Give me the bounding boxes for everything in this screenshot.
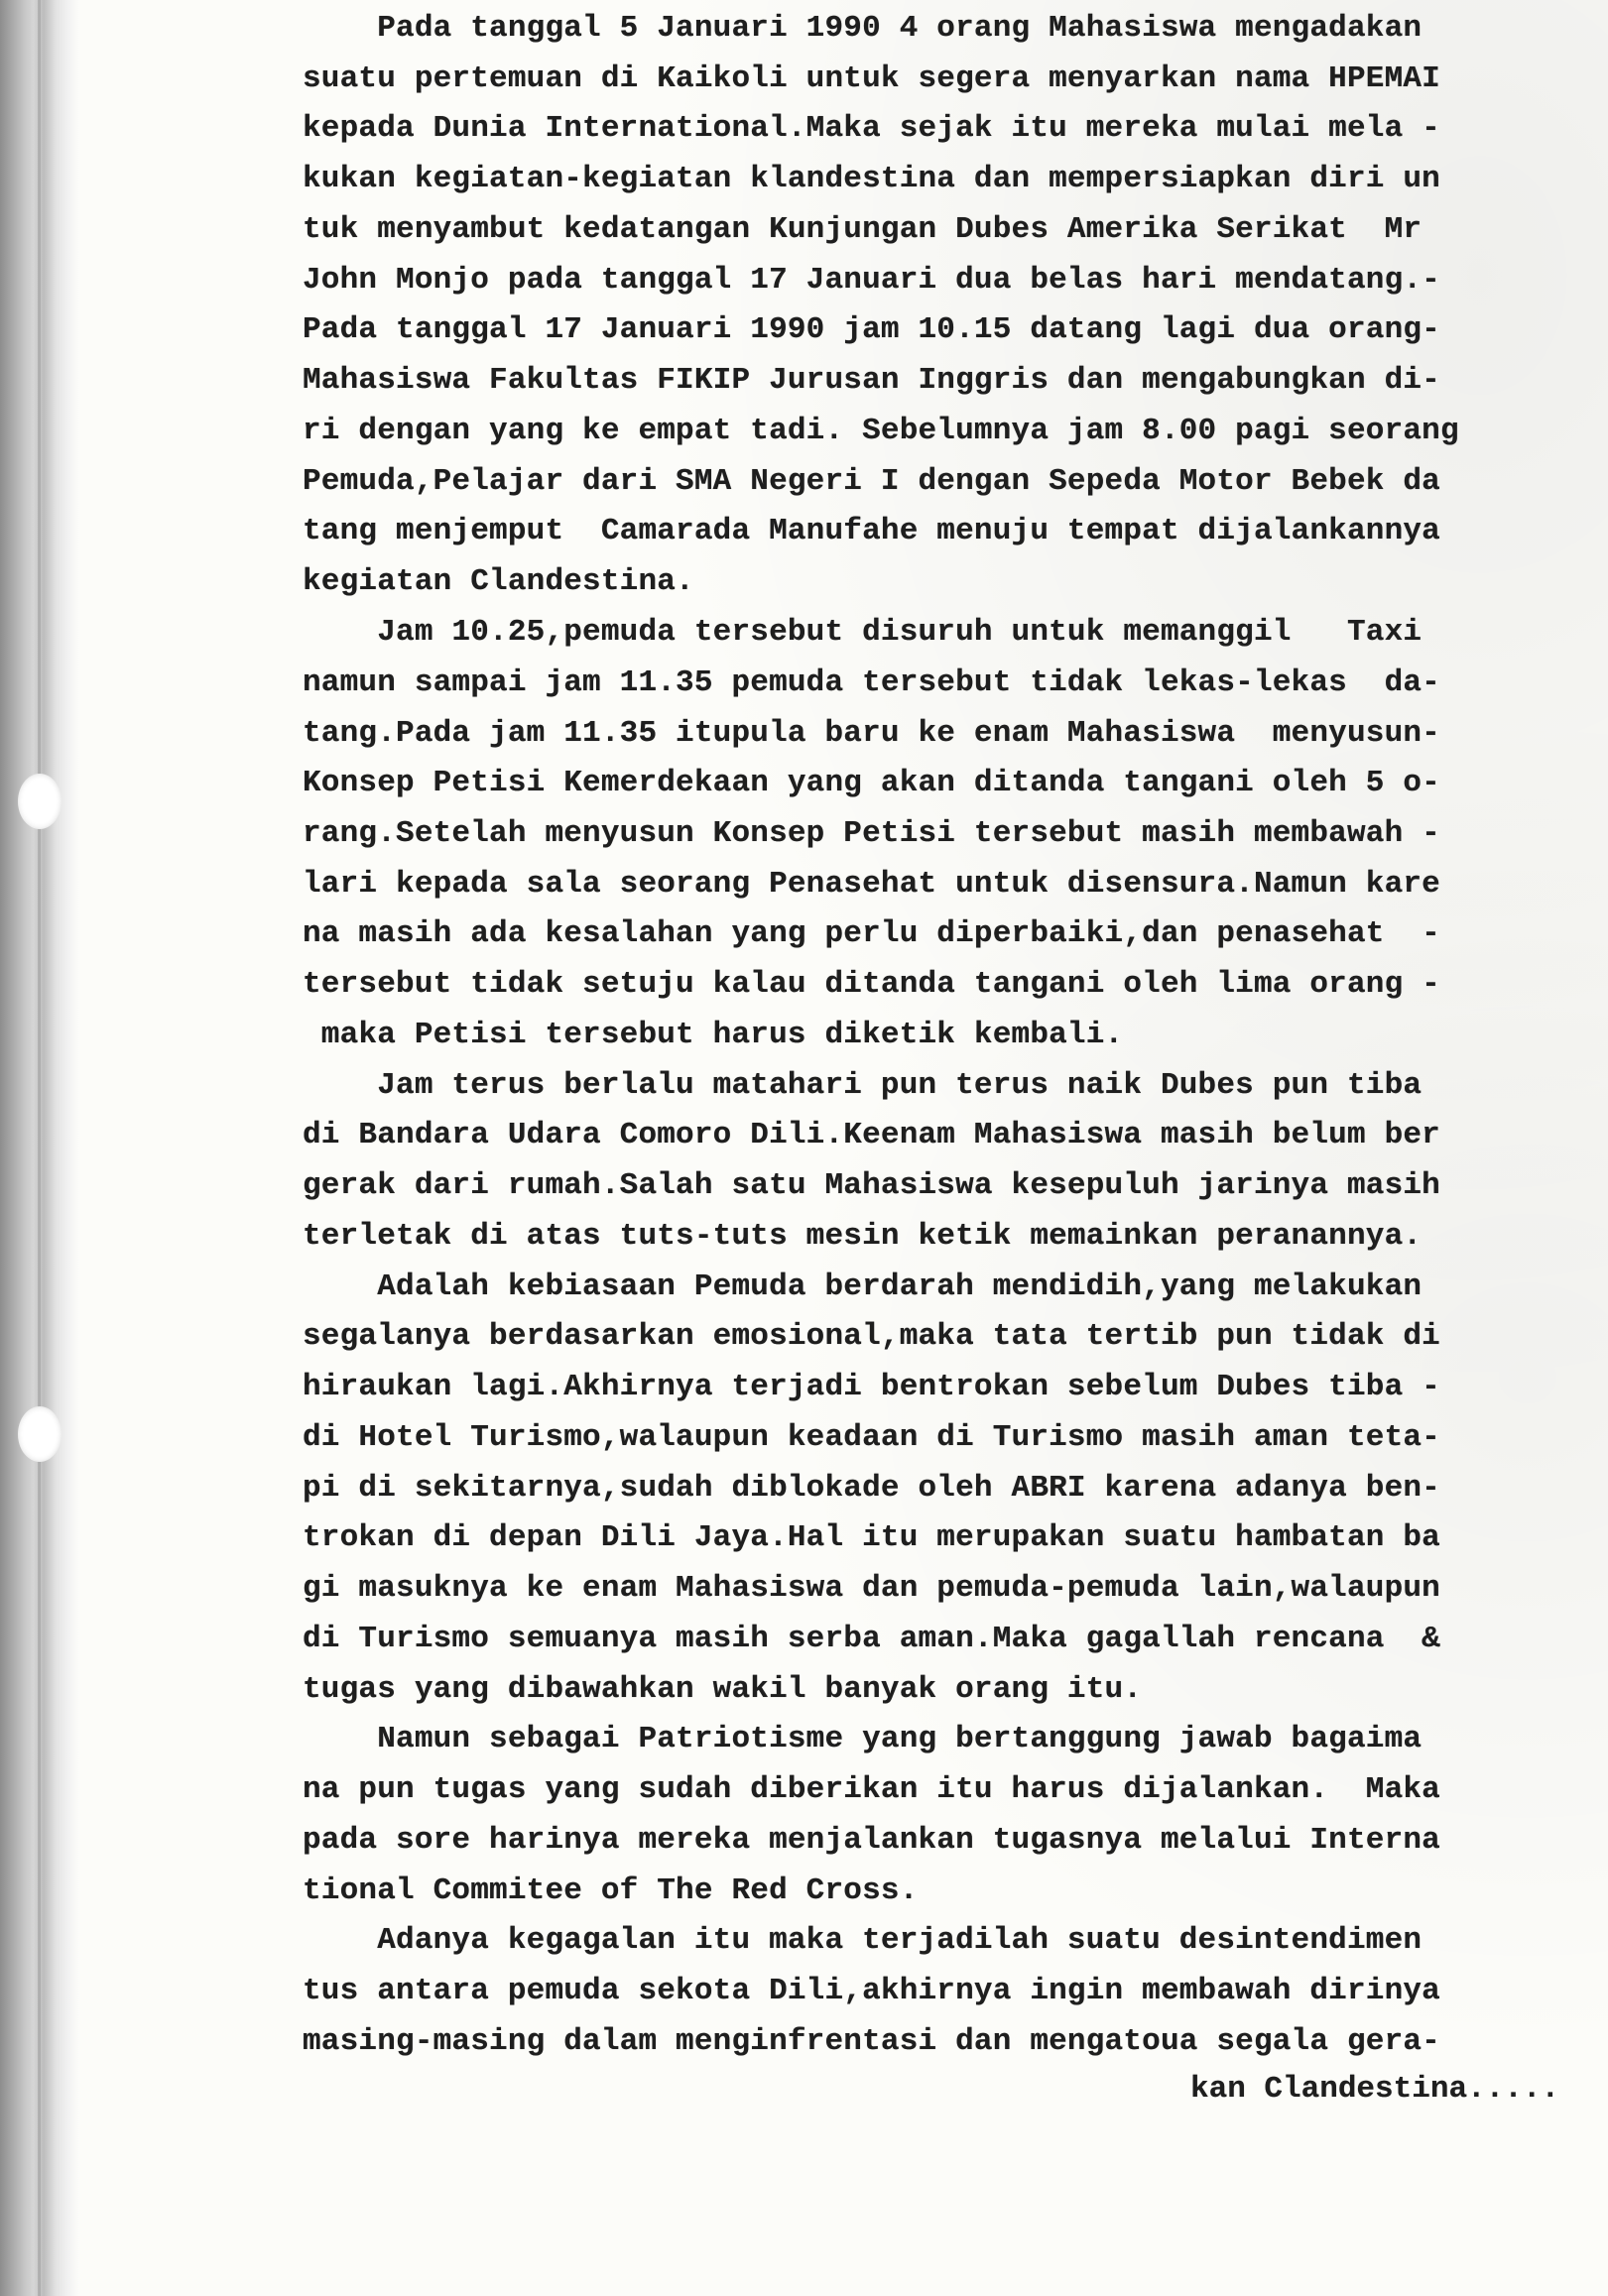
text-line: segalanya berdasarkan emosional,maka tata tertib pun tidak di bbox=[303, 1319, 1440, 1354]
text-line: Jam 10.25,pemuda tersebut disuruh untuk memanggil Taxi bbox=[303, 615, 1422, 650]
text-line: Adanya kegagalan itu maka terjadilah suatu desintendimen bbox=[303, 1923, 1422, 1958]
punch-hole-top bbox=[18, 774, 62, 829]
text-line: kukan kegiatan-kegiatan klandestina dan mempersiapkan diri un bbox=[303, 162, 1440, 196]
binding-spine bbox=[0, 0, 79, 2296]
text-line: maka Petisi tersebut harus diketik kembali. bbox=[303, 1018, 1124, 1052]
text-line: Jam terus berlalu matahari pun terus naik Dubes pun tiba bbox=[303, 1068, 1422, 1103]
text-line: rang.Setelah menyusun Konsep Petisi tersebut masih membawah - bbox=[303, 816, 1440, 851]
text-line: Adalah kebiasaan Pemuda berdarah mendidih,yang melakukan bbox=[303, 1269, 1422, 1304]
text-line: masing-masing dalam menginfrentasi dan mengatoua segala gera- bbox=[303, 2024, 1440, 2059]
text-line: gi masuknya ke enam Mahasiswa dan pemuda-pemuda lain,walaupun bbox=[303, 1571, 1440, 1606]
text-line: kegiatan Clandestina. bbox=[303, 564, 694, 599]
text-line: Pada tanggal 5 Januari 1990 4 orang Mahasiswa mengadakan bbox=[303, 11, 1422, 46]
text-line: Konsep Petisi Kemerdekaan yang akan ditanda tangani oleh 5 o- bbox=[303, 766, 1440, 800]
text-line: na pun tugas yang sudah diberikan itu harus dijalankan. Maka bbox=[303, 1772, 1440, 1807]
text-line: di Bandara Udara Comoro Dili.Keenam Mahasiswa masih belum ber bbox=[303, 1118, 1440, 1152]
text-line: John Monjo pada tanggal 17 Januari dua belas hari mendatang.- bbox=[303, 263, 1440, 298]
text-line: tang.Pada jam 11.35 itupula baru ke enam Mahasiswa menyusun- bbox=[303, 716, 1440, 751]
text-line: tional Commitee of The Red Cross. bbox=[303, 1873, 919, 1908]
text-line: gerak dari rumah.Salah satu Mahasiswa kesepuluh jarinya masih bbox=[303, 1168, 1440, 1203]
text-line: Namun sebagai Patriotisme yang bertanggung jawab bagaima bbox=[303, 1722, 1422, 1756]
text-line: suatu pertemuan di Kaikoli untuk segera menyarkan nama HPEMAI bbox=[303, 61, 1440, 96]
text-line: trokan di depan Dili Jaya.Hal itu merupakan suatu hambatan ba bbox=[303, 1520, 1440, 1555]
text-line: na masih ada kesalahan yang perlu diperbaiki,dan penasehat - bbox=[303, 916, 1440, 951]
text-line: Mahasiswa Fakultas FIKIP Jurusan Inggris dan mengabungkan di- bbox=[303, 363, 1440, 398]
text-line: lari kepada sala seorang Penasehat untuk disensura.Namun kare bbox=[303, 867, 1440, 902]
text-line: pi di sekitarnya,sudah diblokade oleh ABRI karena adanya ben- bbox=[303, 1471, 1440, 1506]
punch-hole-bottom bbox=[18, 1406, 62, 1462]
text-line: tugas yang dibawahkan wakil banyak orang itu. bbox=[303, 1672, 1143, 1707]
text-line: di Turismo semuanya masih serba aman.Maka gagallah rencana & bbox=[303, 1622, 1440, 1656]
text-line: Pemuda,Pelajar dari SMA Negeri I dengan Sepeda Motor Bebek da bbox=[303, 464, 1440, 499]
text-line: ri dengan yang ke empat tadi. Sebelumnya jam 8.00 pagi seorang bbox=[303, 414, 1459, 448]
text-line: tang menjemput Camarada Manufahe menuju tempat dijalankannya bbox=[303, 514, 1440, 548]
text-line: di Hotel Turismo,walaupun keadaan di Turismo masih aman teta- bbox=[303, 1420, 1440, 1455]
text-line: kepada Dunia International.Maka sejak itu mereka mulai mela - bbox=[303, 111, 1440, 146]
text-line: namun sampai jam 11.35 pemuda tersebut tidak lekas-lekas da- bbox=[303, 665, 1440, 700]
text-line: hiraukan lagi.Akhirnya terjadi bentrokan sebelum Dubes tiba - bbox=[303, 1370, 1440, 1404]
text-line: Pada tanggal 17 Januari 1990 jam 10.15 datang lagi dua orang- bbox=[303, 312, 1440, 347]
text-line: pada sore harinya mereka menjalankan tugasnya melalui Interna bbox=[303, 1823, 1440, 1858]
text-line: tuk menyambut kedatangan Kunjungan Dubes Amerika Serikat Mr bbox=[303, 212, 1422, 247]
continuation-text: kan Clandestina..... bbox=[1190, 2072, 1560, 2107]
text-line: tus antara pemuda sekota Dili,akhirnya ingin membawah dirinya bbox=[303, 1974, 1440, 2008]
text-line: tersebut tidak setuju kalau ditanda tangani oleh lima orang - bbox=[303, 967, 1440, 1002]
text-line: terletak di atas tuts-tuts mesin ketik memainkan peranannya. bbox=[303, 1219, 1422, 1254]
